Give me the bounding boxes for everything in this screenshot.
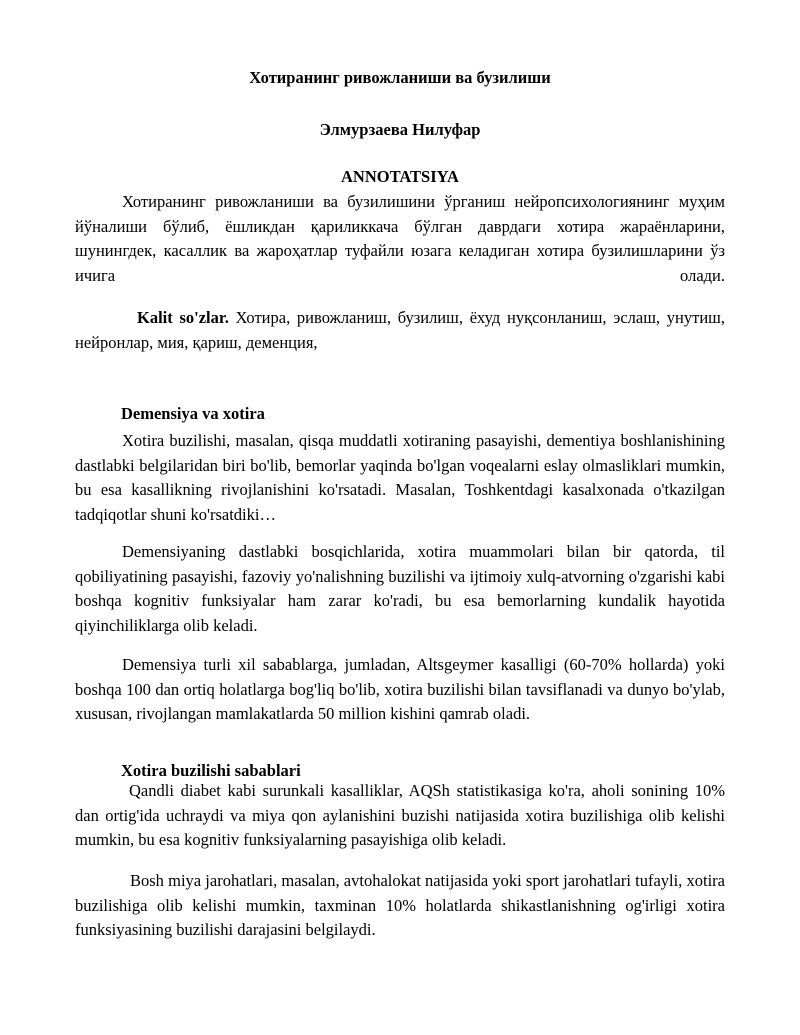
document-title: Хотиранинг ривожланиши ва бузилиши [249, 68, 551, 87]
section-paragraph: Demensiya turli xil sabablarga, jumladan, Altsgeymer kasalligi (60-70% hollarda) yoki boshqa 100 dan ortiq holatlarga bog'liq bo'lib, xotira buzilishi bilan tavsiflanadi va dunyo bo'ylab, xususan, rivojlangan mamlakatlarda 50 million kishini qamrab oladi. [75, 655, 725, 723]
annotation-heading: ANNOTATSIYA [341, 167, 459, 186]
keywords-paragraph [75, 306, 725, 355]
section-paragraph: Qandli diabet kabi surunkali kasalliklar, AQSh statistikasiga ko'ra, aholi sonining 10% dan ortig'ida uchraydi va miya qon aylanishini buzishi natijasida xotira buzilishiga olib kelishi mumkin, bu esa kognitiv funksiyalarning pasayishiga olib keladi. [75, 781, 725, 849]
author-name: Элмурзаева Нилуфар [319, 120, 481, 139]
keywords-text: Хотира, ривожланиш, бузилиш, ёхуд нуқсонланиш, эслаш, унутиш, нейронлар, мия, қариш, деменция, [75, 308, 725, 352]
keywords-label: Kalit so'zlar. [137, 308, 229, 327]
section-paragraph: Demensiyaning dastlabki bosqichlarida, xotira muammolari bilan bir qatorda, til qobiliyatining pasayishi, fazoviy yo'nalishning buzilishi va ijtimoiy xulq-atvorning o'zgarishi kabi boshqa kognitiv funksiyalar ham zarar ko'radi, bu esa bemorlarning kundalik hayotida qiyinchiliklarga olib keladi. [75, 542, 725, 635]
section-heading-demensiya: Demensiya va xotira [121, 404, 265, 423]
section-paragraph: Bosh miya jarohatlari, masalan, avtohalokat natijasida yoki sport jarohatlari tufayli, xotira buzilishiga olib kelishi mumkin, taxminan 10% holatlarda shikastlanishning og'irligi xotira funksiyasining buzilishi darajasini belgilaydi. [75, 871, 725, 939]
section-heading-sabablari: Xotira buzilishi sabablari [121, 761, 301, 780]
annotation-paragraph: Хотиранинг ривожланиши ва бузилишини ўрганиш нейропсихологиянинг муҳим йўналиши бўлиб, ёшликдан қариликкача бўлган даврдаги хотира жараёнларини, шунингдек, касаллик ва жароҳатлар туфайли юзага келадиган хотира бузилишларини ўз ичига олади. [75, 192, 725, 285]
section-paragraph: Xotira buzilishi, masalan, qisqa muddatli xotiraning pasayishi, dementiya boshlanishining dastlabki belgilaridan biri bo'lib, bemorlar yaqinda bo'lgan voqealarni eslay olmasliklari mumkin, bu esa kasallikning rivojlanishini ko'rsatadi. Masalan, Toshkentdagi kasalxonada o'tkazilgan tadqiqotlar shuni ko'rsatdiki… [75, 431, 725, 524]
